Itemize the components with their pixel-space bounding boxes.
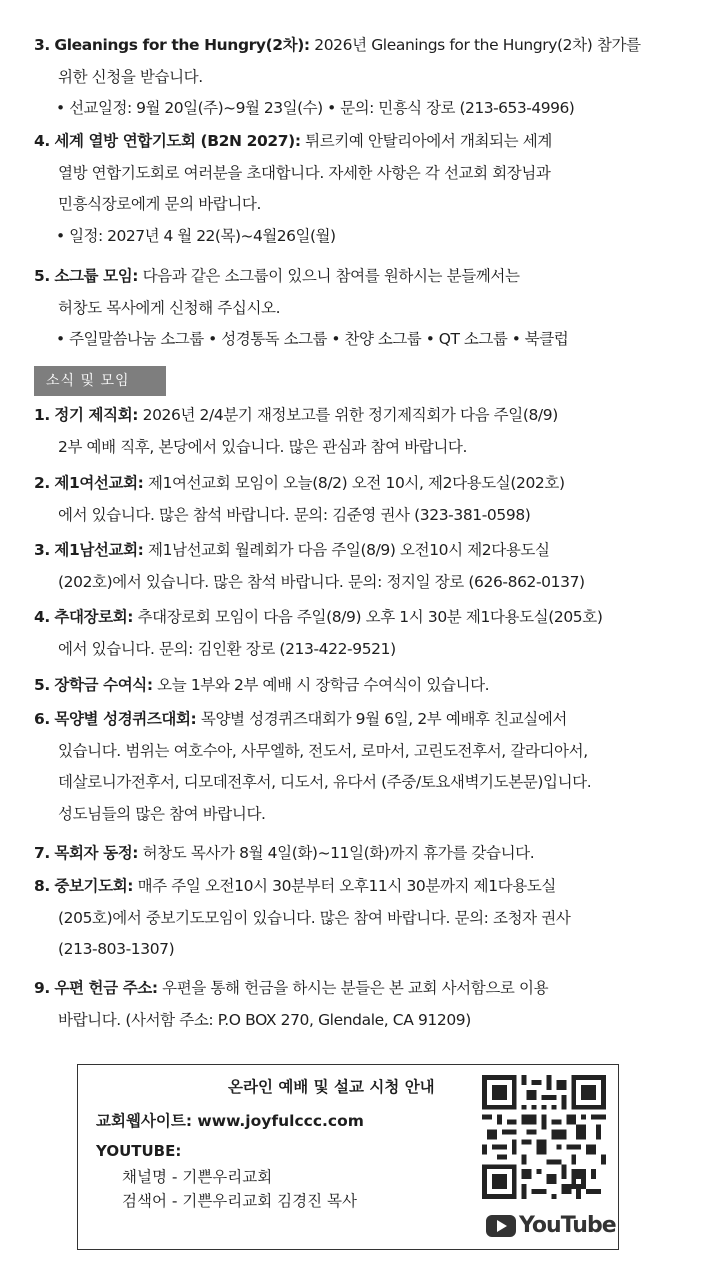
item-title: 중보기도회: xyxy=(54,877,134,895)
item-title: 제1남선교회: xyxy=(54,541,144,559)
news-item xyxy=(34,602,686,665)
item-text: 매주 주일 오전10시 30분부터 오후11시 30분까지 제1다용도실 xyxy=(137,877,556,895)
website-link[interactable]: 교회웹사이트: www.joyfulccc.com xyxy=(96,1112,364,1130)
section-label: 소식 및 모임 xyxy=(34,366,166,396)
news-item xyxy=(34,670,686,702)
item-title: 우편 헌금 주소: xyxy=(54,979,158,997)
item-text: 민흥식장로에게 문의 바랍니다. xyxy=(58,195,262,213)
item-title: 장학금 수여식: xyxy=(54,676,153,694)
item-number: 8. xyxy=(34,877,50,895)
top-item-3 xyxy=(34,30,686,125)
item-text: 성도님들의 많은 참여 바랍니다. xyxy=(58,804,266,823)
item-number: 6. xyxy=(34,710,50,728)
news-item xyxy=(34,468,686,531)
item-text: 에서 있습니다. 문의: 김인환 장로 (213-422-9521) xyxy=(58,639,396,658)
item-text: 2026년 Gleanings for the Hungry(2차) 참가를 xyxy=(314,36,641,54)
item-number: 4. xyxy=(34,132,50,150)
item-text: 다음과 같은 소그룹이 있으니 참여를 원하시는 분들께서는 xyxy=(142,267,520,285)
item-text: 에서 있습니다. 많은 참석 바랍니다. 문의: 김준영 권사 (323-381-0598) xyxy=(58,505,531,524)
item-bullet: • 주일말씀나눔 소그룹 • 성경통독 소그룹 • 찬양 소그룹 • QT 소그룹 • 북클럽 xyxy=(56,330,569,348)
item-text: 데살로니가전후서, 디모데전후서, 디도서, 유다서 (주중/토요새벽기도본문)입니다. xyxy=(58,773,592,791)
item-number: 3. xyxy=(34,36,50,54)
item-text: 튀르키예 안탈리아에서 개최되는 세계 xyxy=(305,132,552,150)
item-title: 제1여선교회: xyxy=(54,474,144,492)
news-item xyxy=(34,400,686,463)
item-text: 제1남선교회 월례회가 다음 주일(8/9) 오전10시 제2다용도실 xyxy=(148,541,550,559)
channel-name: 채널명 - 기쁜우리교회 xyxy=(122,1168,273,1186)
item-number: 5. xyxy=(34,676,50,694)
youtube-logo[interactable] xyxy=(486,1213,616,1238)
news-item xyxy=(34,871,686,966)
item-text: 허창도 목사가 8월 4일(화)~11일(화)까지 휴가를 갖습니다. xyxy=(142,844,535,862)
top-item-4 xyxy=(34,126,686,252)
item-text: 바랍니다. (사서함 주소: P.O BOX 270, Glendale, CA 91209) xyxy=(58,1010,471,1029)
item-title: 목회자 동정: xyxy=(54,844,139,862)
item-title: Gleanings for the Hungry(2차): xyxy=(54,36,310,54)
item-bullet: • 선교일정: 9월 20일(주)~9월 23일(수) • 문의: 민흥식 장로 (213-653-4996) xyxy=(56,99,575,117)
item-text: 목양별 성경퀴즈대회가 9월 6일, 2부 예배후 친교실에서 xyxy=(200,710,567,728)
news-item xyxy=(34,535,686,598)
item-bullet: • 일정: 2027년 4 월 22(목)~4월26일(월) xyxy=(56,226,336,245)
news-item xyxy=(34,973,686,1036)
item-number: 5. xyxy=(34,267,50,285)
item-title: 정기 제직회: xyxy=(54,406,139,424)
online-box-title: 온라인 예배 및 설교 시청 안내 xyxy=(228,1078,435,1096)
item-text: 2026년 2/4분기 재정보고를 위한 정기제직회가 다음 주일(8/9) xyxy=(142,406,558,424)
item-text: (205호)에서 중보기도모임이 있습니다. 많은 참여 바랍니다. 문의: 조청자 권사 xyxy=(58,908,571,927)
item-number: 9. xyxy=(34,979,50,997)
item-text: 있습니다. 범위는 여호수아, 사무엘하, 전도서, 로마서, 고린도전후서, 갈라디아서, xyxy=(58,741,588,760)
item-title: 소그룹 모임: xyxy=(54,267,139,285)
item-text: 열방 연합기도회로 여러분을 초대합니다. 자세한 사항은 각 선교회 회장님과 xyxy=(58,163,551,182)
item-text: 2부 예배 직후, 본당에서 있습니다. 많은 관심과 참여 바랍니다. xyxy=(58,437,468,456)
item-text: (213-803-1307) xyxy=(58,940,175,958)
item-number: 7. xyxy=(34,844,50,862)
item-number: 2. xyxy=(34,474,50,492)
news-item xyxy=(34,704,686,830)
search-term: 검색어 - 기쁜우리교회 김경진 목사 xyxy=(122,1192,357,1210)
qr-code-icon[interactable] xyxy=(482,1075,606,1199)
item-title: 추대장로회: xyxy=(54,608,134,626)
play-icon xyxy=(486,1215,516,1237)
item-number: 3. xyxy=(34,541,50,559)
item-number: 1. xyxy=(34,406,50,424)
item-text: (202호)에서 있습니다. 많은 참석 바랍니다. 문의: 정지일 장로 (626-862-0137) xyxy=(58,572,585,591)
item-text: 제1여선교회 모임이 오늘(8/2) 오전 10시, 제2다용도실(202호) xyxy=(148,474,565,492)
youtube-label: YOUTUBE: xyxy=(96,1142,182,1160)
item-text: 위한 신청을 받습니다. xyxy=(58,67,203,86)
online-worship-box xyxy=(77,1064,619,1250)
item-text: 오늘 1부와 2부 예배 시 장학금 수여식이 있습니다. xyxy=(157,676,490,694)
item-text: 우편을 통해 헌금을 하시는 분들은 본 교회 사서함으로 이용 xyxy=(162,979,549,997)
item-number: 4. xyxy=(34,608,50,626)
item-text: 허창도 목사에게 신청해 주십시오. xyxy=(58,298,281,317)
item-title: 세계 열방 연합기도회 (B2N 2027): xyxy=(54,132,301,150)
item-title: 목양별 성경퀴즈대회: xyxy=(54,710,197,728)
top-item-5 xyxy=(34,261,686,356)
news-item xyxy=(34,838,686,870)
item-text: 추대장로회 모임이 다음 주일(8/9) 오후 1시 30분 제1다용도실(205호) xyxy=(137,608,603,626)
youtube-logo-text: YouTube xyxy=(519,1213,616,1238)
